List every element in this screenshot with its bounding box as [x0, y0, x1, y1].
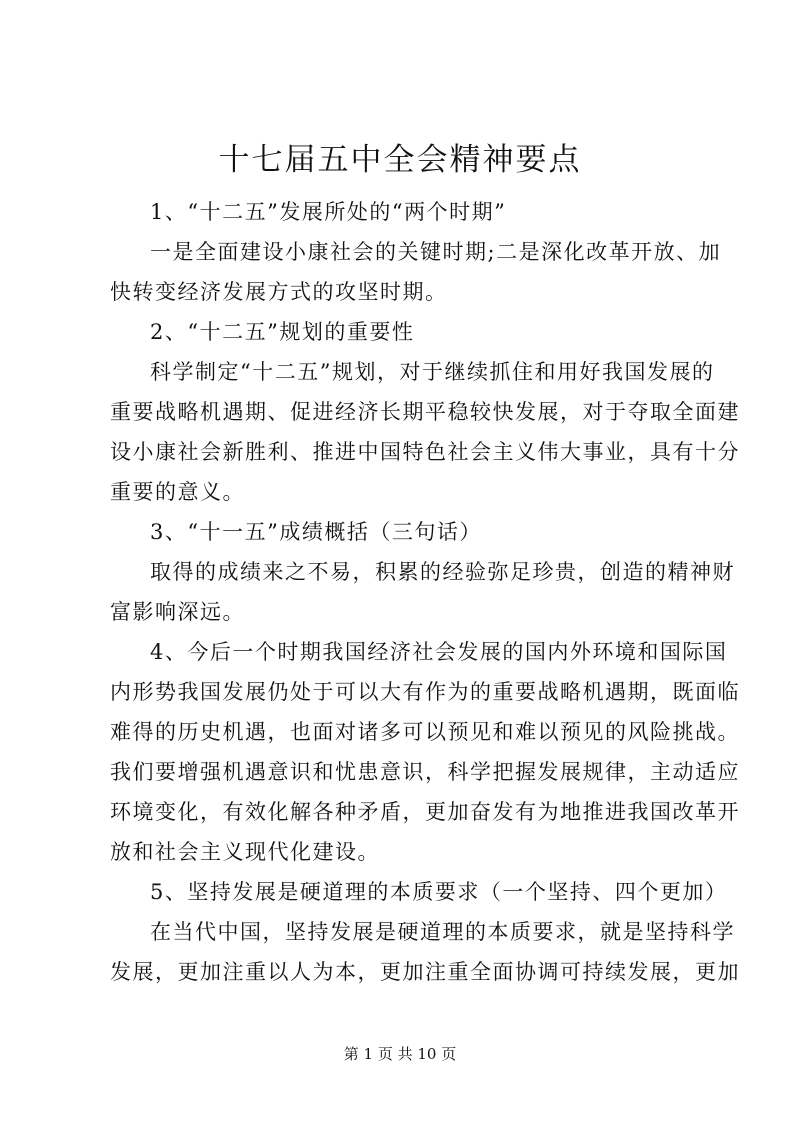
section-heading-2: 2、“十二五”规划的重要性 [150, 320, 415, 344]
paragraph-line: 科学制定“十二五”规划，对于继续抓住和用好我国发展的 [150, 360, 715, 384]
paragraph-line: 取得的成绩来之不易，积累的经验弥足珍贵，创造的精神财 [150, 560, 735, 584]
paragraph-line: 重要的意义。 [110, 480, 245, 504]
paragraph-line: 放和社会主义现代化建设。 [110, 840, 380, 864]
paragraph-line: 发展，更加注重以人为本，更加注重全面协调可持续发展，更加 [110, 960, 740, 984]
paragraph-line: 设小康社会新胜利、推进中国特色社会主义伟大事业，具有十分 [110, 440, 740, 464]
paragraph-line: 富影响深远。 [110, 600, 245, 624]
paragraph-line: 一是全面建设小康社会的关键时期;二是深化改革开放、加 [150, 240, 722, 264]
section-heading-3: 3、“十一五”成绩概括（三句话） [150, 520, 482, 544]
document-title: 十七届五中全会精神要点 [218, 142, 582, 178]
paragraph-line: 我们要增强机遇意识和忧患意识，科学把握发展规律，主动适应 [110, 760, 740, 784]
paragraph-line: 难得的历史机遇，也面对诸多可以预见和难以预见的风险挑战。 [110, 720, 740, 744]
section-heading-5: 5、坚持发展是硬道理的本质要求（一个坚持、四个更加） [150, 880, 728, 904]
page-number-footer: 第 1 页 共 10 页 [343, 1045, 457, 1063]
paragraph-line: 快转变经济发展方式的攻坚时期。 [110, 280, 448, 304]
paragraph-line: 环境变化，有效化解各种矛盾，更加奋发有为地推进我国改革开 [110, 800, 740, 824]
paragraph-line: 在当代中国，坚持发展是硬道理的本质要求，就是坚持科学 [150, 920, 735, 944]
section-heading-1: 1、“十二五”发展所处的“两个时期” [150, 200, 507, 224]
section-heading-4: 4、今后一个时期我国经济社会发展的国内外环境和国际国 [150, 640, 728, 664]
paragraph-line: 重要战略机遇期、促进经济长期平稳较快发展，对于夺取全面建 [110, 400, 740, 424]
paragraph-line: 内形势我国发展仍处于可以大有作为的重要战略机遇期，既面临 [110, 680, 740, 704]
